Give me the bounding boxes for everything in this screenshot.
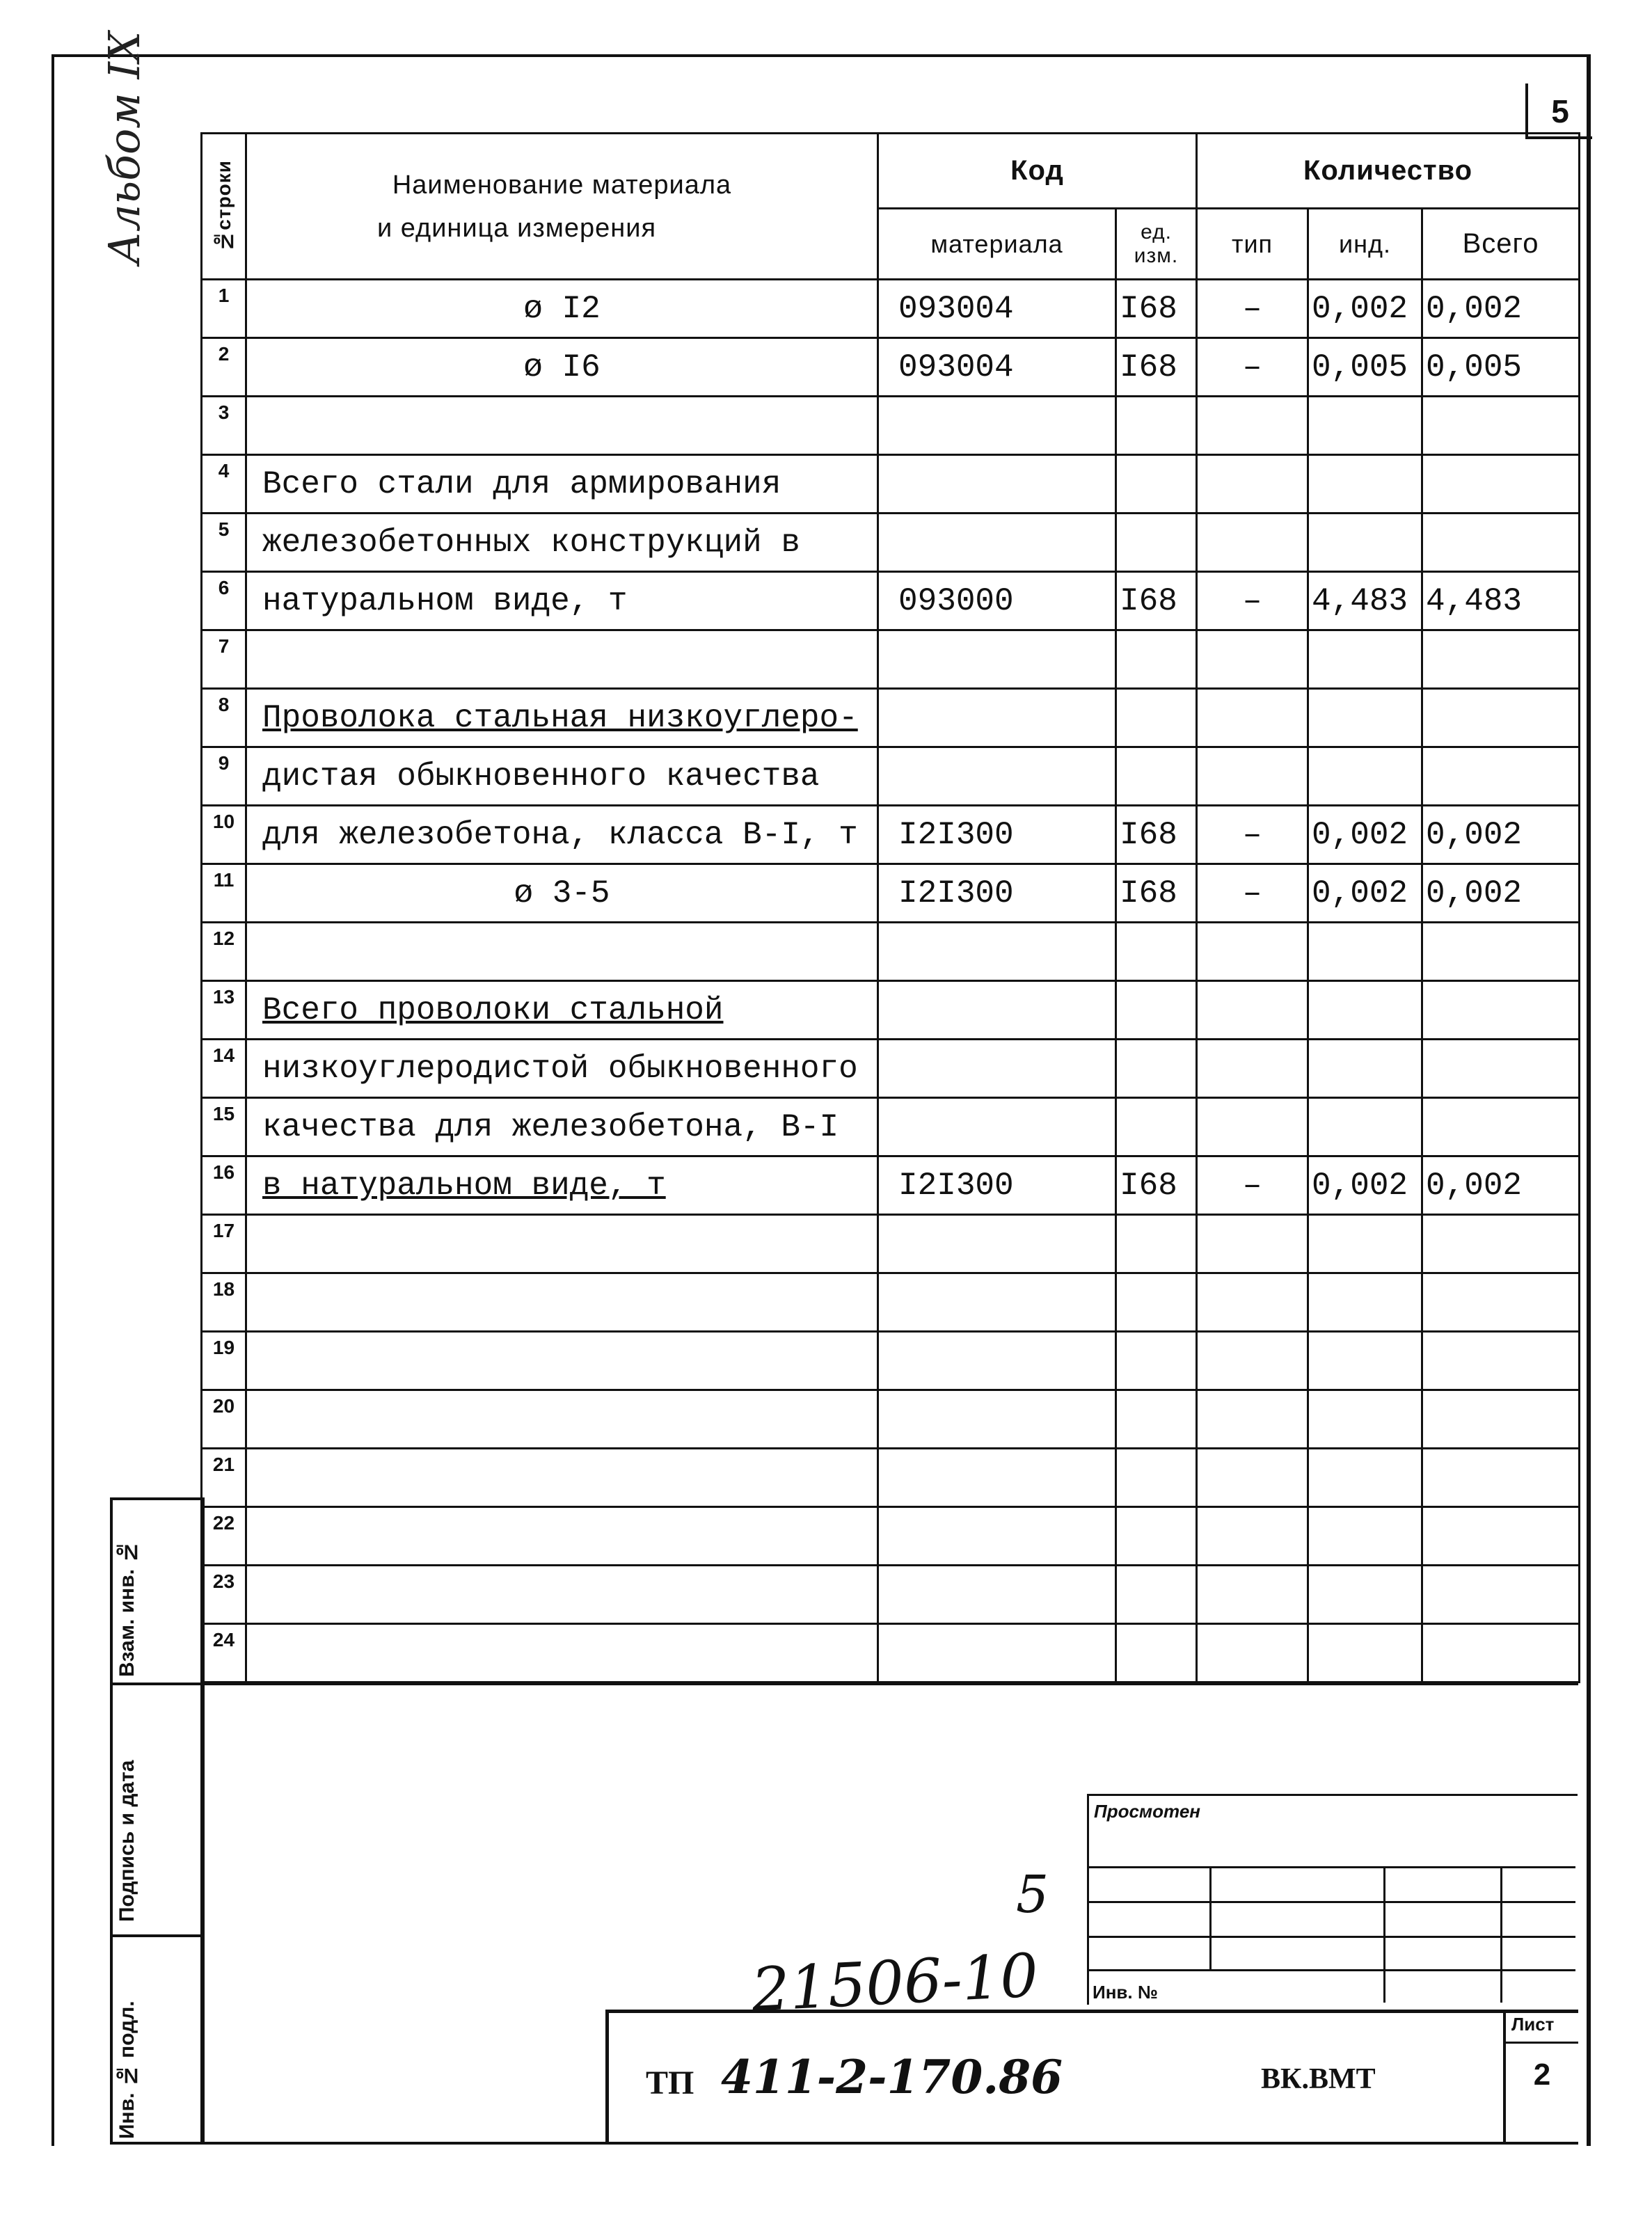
qty-total-cell xyxy=(1422,981,1580,1040)
material-name-cell: Всего проволоки стальной xyxy=(246,981,878,1040)
header-code-unit: ед. изм. xyxy=(1116,209,1197,280)
qty-ind-cell: 0,005 xyxy=(1308,338,1422,397)
sheet-label: Лист xyxy=(1506,2010,1578,2044)
material-name-cell xyxy=(246,1507,878,1566)
row-number-cell: 21 xyxy=(202,1449,246,1507)
header-qty-ind: инд. xyxy=(1308,209,1422,280)
stamp-inv-no-label: Инв. № xyxy=(1093,1982,1158,2003)
row-number-cell: 14 xyxy=(202,1040,246,1098)
qty-total-cell xyxy=(1422,630,1580,689)
qty-type-cell xyxy=(1197,981,1308,1040)
qty-ind-cell xyxy=(1308,689,1422,747)
material-name-cell: железобетонных конструкций в xyxy=(246,514,878,572)
table-row xyxy=(202,1098,1580,1156)
qty-ind-cell xyxy=(1308,1390,1422,1449)
qty-total-cell xyxy=(1422,1507,1580,1566)
row-number-cell: 15 xyxy=(202,1098,246,1156)
row-number-cell: 8 xyxy=(202,689,246,747)
unit-code-cell xyxy=(1116,1332,1197,1390)
unit-code-cell xyxy=(1116,455,1197,514)
row-number-cell: 18 xyxy=(202,1273,246,1332)
qty-total-cell xyxy=(1422,1624,1580,1683)
material-code-cell: 093004 xyxy=(878,280,1116,338)
qty-total-cell xyxy=(1422,1566,1580,1624)
qty-total-cell xyxy=(1422,923,1580,981)
table-row xyxy=(202,1449,1580,1507)
material-name-cell xyxy=(246,923,878,981)
qty-total-cell xyxy=(1422,1332,1580,1390)
qty-total-cell: 0,002 xyxy=(1422,1156,1580,1215)
header-code-material: материала xyxy=(878,209,1116,280)
qty-ind-cell xyxy=(1308,1332,1422,1390)
material-name-cell: для железобетона, класса В-I, т xyxy=(246,806,878,864)
table-row xyxy=(202,280,1580,338)
qty-ind-cell xyxy=(1308,1624,1422,1683)
material-code-cell xyxy=(878,1390,1116,1449)
material-code-cell xyxy=(878,455,1116,514)
qty-type-cell xyxy=(1197,689,1308,747)
row-number-cell: 9 xyxy=(202,747,246,806)
materials-table xyxy=(200,132,1580,1683)
material-code-cell xyxy=(878,1566,1116,1624)
row-number-cell: 1 xyxy=(202,280,246,338)
qty-type-cell: – xyxy=(1197,572,1308,630)
unit-code-cell xyxy=(1116,1507,1197,1566)
qty-total-cell: 0,002 xyxy=(1422,806,1580,864)
material-name-cell xyxy=(246,1273,878,1332)
material-name-cell: ø I6 xyxy=(246,338,878,397)
unit-code-cell xyxy=(1116,514,1197,572)
qty-type-cell: – xyxy=(1197,806,1308,864)
qty-ind-cell: 0,002 xyxy=(1308,1156,1422,1215)
table-row xyxy=(202,572,1580,630)
row-number-cell: 13 xyxy=(202,981,246,1040)
row-number-cell: 20 xyxy=(202,1390,246,1449)
doc-mark: ВК.ВМТ xyxy=(1261,2063,1376,2095)
material-name-cell: качества для железобетона, В-I xyxy=(246,1098,878,1156)
table-row xyxy=(202,1040,1580,1098)
unit-code-cell: I68 xyxy=(1116,864,1197,923)
qty-total-cell: 0,002 xyxy=(1422,280,1580,338)
album-label: Альбом IX xyxy=(99,31,150,264)
qty-type-cell xyxy=(1197,1449,1308,1507)
row-number-cell: 6 xyxy=(202,572,246,630)
material-code-cell xyxy=(878,1273,1116,1332)
table-row xyxy=(202,338,1580,397)
qty-type-cell xyxy=(1197,1040,1308,1098)
row-number-cell: 23 xyxy=(202,1566,246,1624)
material-code-cell: I2I300 xyxy=(878,1156,1116,1215)
material-code-cell xyxy=(878,923,1116,981)
table-row xyxy=(202,1273,1580,1332)
table-row xyxy=(202,1156,1580,1215)
qty-ind-cell xyxy=(1308,455,1422,514)
qty-type-cell xyxy=(1197,1098,1308,1156)
qty-total-cell xyxy=(1422,1040,1580,1098)
unit-code-cell xyxy=(1116,1273,1197,1332)
row-number-cell: 22 xyxy=(202,1507,246,1566)
header-name: Наименование материала и единица измерения xyxy=(246,134,878,280)
qty-total-cell: 4,483 xyxy=(1422,572,1580,630)
material-name-cell: низкоуглеродистой обыкновенного xyxy=(246,1040,878,1098)
qty-ind-cell xyxy=(1308,1040,1422,1098)
material-name-cell xyxy=(246,1332,878,1390)
material-code-cell xyxy=(878,1624,1116,1683)
qty-type-cell xyxy=(1197,1273,1308,1332)
header-row-number: №строки xyxy=(202,134,246,280)
row-number-cell: 2 xyxy=(202,338,246,397)
qty-type-cell xyxy=(1197,923,1308,981)
material-name-cell: натуральном виде, т xyxy=(246,572,878,630)
qty-ind-cell xyxy=(1308,923,1422,981)
qty-type-cell: – xyxy=(1197,338,1308,397)
material-code-cell xyxy=(878,630,1116,689)
doc-code: 411-2-170.86 xyxy=(721,2050,1063,2104)
qty-total-cell xyxy=(1422,455,1580,514)
table-row xyxy=(202,747,1580,806)
side-label-replaced-inv: Взам. инв. № xyxy=(110,1497,205,1685)
material-code-cell xyxy=(878,981,1116,1040)
qty-ind-cell xyxy=(1308,1507,1422,1566)
unit-code-cell xyxy=(1116,630,1197,689)
stamp-checked-label: Просмотен xyxy=(1094,1801,1200,1822)
qty-total-cell xyxy=(1422,1390,1580,1449)
qty-ind-cell: 0,002 xyxy=(1308,864,1422,923)
table-row xyxy=(202,630,1580,689)
material-code-cell xyxy=(878,514,1116,572)
unit-code-cell: I68 xyxy=(1116,338,1197,397)
material-code-cell xyxy=(878,1507,1116,1566)
qty-type-cell xyxy=(1197,1624,1308,1683)
qty-ind-cell: 0,002 xyxy=(1308,806,1422,864)
qty-type-cell: – xyxy=(1197,280,1308,338)
material-code-cell xyxy=(878,1449,1116,1507)
material-code-cell xyxy=(878,689,1116,747)
row-number-cell: 7 xyxy=(202,630,246,689)
qty-ind-cell xyxy=(1308,1449,1422,1507)
sheet-cell xyxy=(1503,2010,1578,2145)
material-name-cell xyxy=(246,1566,878,1624)
unit-code-cell xyxy=(1116,1215,1197,1273)
unit-code-cell xyxy=(1116,1098,1197,1156)
table-row xyxy=(202,1507,1580,1566)
unit-code-cell: I68 xyxy=(1116,572,1197,630)
qty-ind-cell xyxy=(1308,1215,1422,1273)
material-code-cell: 093000 xyxy=(878,572,1116,630)
material-code-cell: 093004 xyxy=(878,338,1116,397)
material-name-cell xyxy=(246,397,878,455)
qty-type-cell xyxy=(1197,1215,1308,1273)
material-name-cell xyxy=(246,1215,878,1273)
table-row xyxy=(202,1390,1580,1449)
material-code-cell xyxy=(878,1098,1116,1156)
row-number-cell: 4 xyxy=(202,455,246,514)
qty-ind-cell xyxy=(1308,1566,1422,1624)
unit-code-cell xyxy=(1116,1390,1197,1449)
row-number-cell: 16 xyxy=(202,1156,246,1215)
material-name-cell xyxy=(246,1449,878,1507)
unit-code-cell xyxy=(1116,1040,1197,1098)
qty-ind-cell: 0,002 xyxy=(1308,280,1422,338)
header-quantity: Количество xyxy=(1197,134,1580,209)
material-code-cell: I2I300 xyxy=(878,864,1116,923)
row-number-cell: 19 xyxy=(202,1332,246,1390)
qty-type-cell xyxy=(1197,1332,1308,1390)
unit-code-cell: I68 xyxy=(1116,1156,1197,1215)
qty-type-cell: – xyxy=(1197,864,1308,923)
material-name-cell: Всего стали для армирования xyxy=(246,455,878,514)
table-row xyxy=(202,1624,1580,1683)
qty-ind-cell xyxy=(1308,1273,1422,1332)
material-name-cell: ø I2 xyxy=(246,280,878,338)
row-number-cell: 17 xyxy=(202,1215,246,1273)
table-row xyxy=(202,981,1580,1040)
unit-code-cell xyxy=(1116,1566,1197,1624)
side-label-signature-date: Подпись и дата xyxy=(110,1683,205,1937)
material-name-cell xyxy=(246,630,878,689)
material-name-cell xyxy=(246,1390,878,1449)
material-name-cell: дистая обыкновенного качества xyxy=(246,747,878,806)
table-row xyxy=(202,806,1580,864)
material-code-cell: I2I300 xyxy=(878,806,1116,864)
unit-code-cell xyxy=(1116,747,1197,806)
qty-total-cell xyxy=(1422,1098,1580,1156)
material-code-cell xyxy=(878,1332,1116,1390)
doc-prefix: ТП xyxy=(646,2065,694,2101)
row-number-cell: 11 xyxy=(202,864,246,923)
qty-type-cell xyxy=(1197,397,1308,455)
qty-total-cell: 0,005 xyxy=(1422,338,1580,397)
sheet-number: 2 xyxy=(1533,2058,1551,2092)
qty-total-cell xyxy=(1422,397,1580,455)
unit-code-cell: I68 xyxy=(1116,806,1197,864)
header-code: Код xyxy=(878,134,1197,209)
page-number: 5 xyxy=(1525,83,1592,139)
table-row xyxy=(202,397,1580,455)
qty-ind-cell: 4,483 xyxy=(1308,572,1422,630)
material-name-cell xyxy=(246,1624,878,1683)
qty-type-cell: – xyxy=(1197,1156,1308,1215)
qty-type-cell xyxy=(1197,1390,1308,1449)
unit-code-cell xyxy=(1116,397,1197,455)
row-number-cell: 12 xyxy=(202,923,246,981)
row-number-cell: 3 xyxy=(202,397,246,455)
table-row xyxy=(202,514,1580,572)
qty-ind-cell xyxy=(1308,630,1422,689)
approval-stamp-grid xyxy=(1087,1794,1575,2003)
table-row xyxy=(202,923,1580,981)
material-name-cell: Проволока стальная низкоуглеро- xyxy=(246,689,878,747)
row-number-cell: 10 xyxy=(202,806,246,864)
table-row xyxy=(202,455,1580,514)
unit-code-cell xyxy=(1116,923,1197,981)
qty-total-cell: 0,002 xyxy=(1422,864,1580,923)
qty-ind-cell xyxy=(1308,981,1422,1040)
material-name-cell: ø 3-5 xyxy=(246,864,878,923)
unit-code-cell xyxy=(1116,1449,1197,1507)
qty-total-cell xyxy=(1422,689,1580,747)
table-row xyxy=(202,1215,1580,1273)
handwritten-archive-number: 21506-10 xyxy=(749,1941,1040,2026)
qty-total-cell xyxy=(1422,514,1580,572)
qty-total-cell xyxy=(1422,1449,1580,1507)
header-qty-type: тип xyxy=(1197,209,1308,280)
unit-code-cell: I68 xyxy=(1116,280,1197,338)
material-name-cell: в натуральном виде, т xyxy=(246,1156,878,1215)
unit-code-cell xyxy=(1116,689,1197,747)
table-row xyxy=(202,689,1580,747)
side-label-inv-orig: Инв. № подл. xyxy=(110,1934,205,2145)
qty-type-cell xyxy=(1197,1566,1308,1624)
qty-ind-cell xyxy=(1308,514,1422,572)
header-qty-total: Всего xyxy=(1422,209,1580,280)
qty-total-cell xyxy=(1422,747,1580,806)
qty-total-cell xyxy=(1422,1273,1580,1332)
qty-type-cell xyxy=(1197,455,1308,514)
qty-type-cell xyxy=(1197,630,1308,689)
unit-code-cell xyxy=(1116,981,1197,1040)
qty-type-cell xyxy=(1197,514,1308,572)
material-code-cell xyxy=(878,397,1116,455)
table-row xyxy=(202,1566,1580,1624)
handwritten-five: 5 xyxy=(1016,1865,1049,1925)
qty-type-cell xyxy=(1197,1507,1308,1566)
qty-ind-cell xyxy=(1308,1098,1422,1156)
row-number-cell: 24 xyxy=(202,1624,246,1683)
table-row xyxy=(202,864,1580,923)
qty-type-cell xyxy=(1197,747,1308,806)
row-number-cell: 5 xyxy=(202,514,246,572)
unit-code-cell xyxy=(1116,1624,1197,1683)
qty-total-cell xyxy=(1422,1215,1580,1273)
material-code-cell xyxy=(878,1040,1116,1098)
material-code-cell xyxy=(878,1215,1116,1273)
qty-ind-cell xyxy=(1308,397,1422,455)
qty-ind-cell xyxy=(1308,747,1422,806)
material-code-cell xyxy=(878,747,1116,806)
table-row xyxy=(202,1332,1580,1390)
